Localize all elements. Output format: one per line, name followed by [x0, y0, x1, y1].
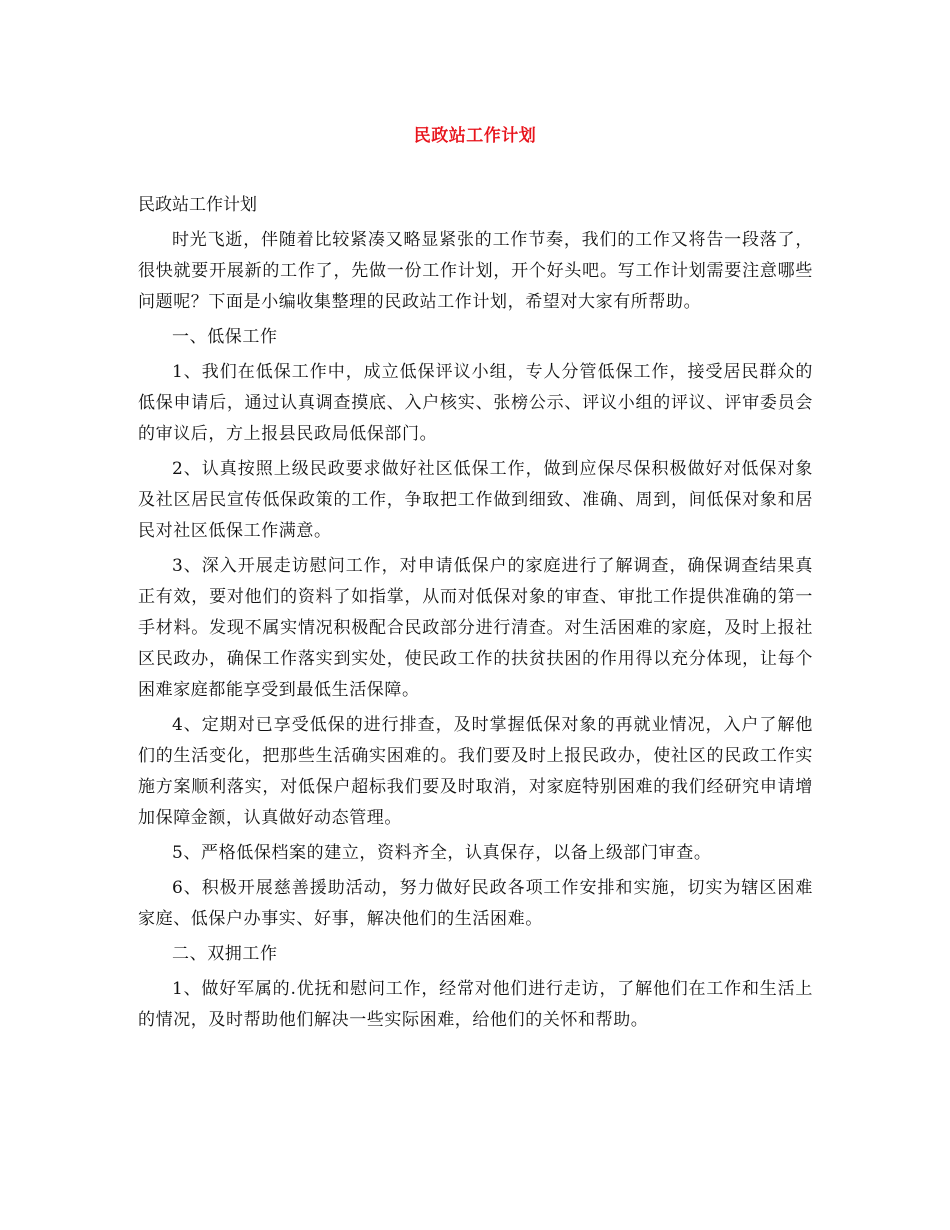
section-heading-double-support: 二、双拥工作 — [172, 944, 278, 964]
document-body — [138, 190, 813, 1040]
paragraph-low-income-2: 2、认真按照上级民政要求做好社区低保工作，做到应保尽保积极做好对低保对象及社区居民宣传低保政策的工作，争取把工作做到细致、准确、周到，间低保对象和居民对社区低保工作满意。 — [138, 459, 813, 541]
paragraph-double-support-1: 1、做好军属的.优抚和慰问工作，经常对他们进行走访，了解他们在工作和生活上的情况，及时帮助他们解决一些实际困难，给他们的关怀和帮助。 — [138, 979, 813, 1030]
paragraph-low-income-4: 4、定期对已享受低保的进行排查，及时掌握低保对象的再就业情况，入户了解他们的生活变化，把那些生活确实困难的。我们要及时上报民政办，使社区的民政工作实施方案顺利落实，对低保户超标我们要及时取消，对家庭特别困难的我们经研究申请增加保障金额，认真做好动态管理。 — [138, 715, 813, 828]
document-title: 民政站工作计划 — [413, 126, 537, 146]
paragraph-low-income-6: 6、积极开展慈善援助活动，努力做好民政各项工作安排和实施，切实为辖区困难家庭、低保户办事实、好事，解决他们的生活困难。 — [138, 878, 813, 929]
paragraph-low-income-3: 3、深入开展走访慰问工作，对申请低保户的家庭进行了解调查，确保调查结果真正有效，要对他们的资料了如指掌，从而对低保对象的审查、审批工作提供准确的第一手材料。发现不属实情况积极配合民政部分进行清查。对生活困难的家庭，及时上报社区民政办，确保工作落实到实处，使民政工作的扶贫扶困的作用得以充分体现，让每个困难家庭都能享受到最低生活保障。 — [138, 556, 813, 700]
paragraph-low-income-5: 5、严格低保档案的建立，资料齐全，认真保存，以备上级部门审查。 — [172, 843, 712, 863]
intro-paragraph: 时光飞逝，伴随着比较紧凑又略显紧张的工作节奏，我们的工作又将告一段落了，很快就要开展新的工作了，先做一份工作计划，开个好头吧。写工作计划需要注意哪些问题呢？下面是小编收集整理的民政站工作计划，希望对大家有所帮助。 — [138, 230, 813, 312]
document-subtitle: 民政站工作计划 — [138, 195, 257, 215]
section-heading-low-income: 一、低保工作 — [172, 327, 278, 347]
paragraph-low-income-1: 1、我们在低保工作中，成立低保评议小组，专人分管低保工作，接受居民群众的低保申请后，通过认真调查摸底、入户核实、张榜公示、评议小组的评议、评审委员会的审议后，方上报县民政局低保部门。 — [138, 362, 813, 444]
